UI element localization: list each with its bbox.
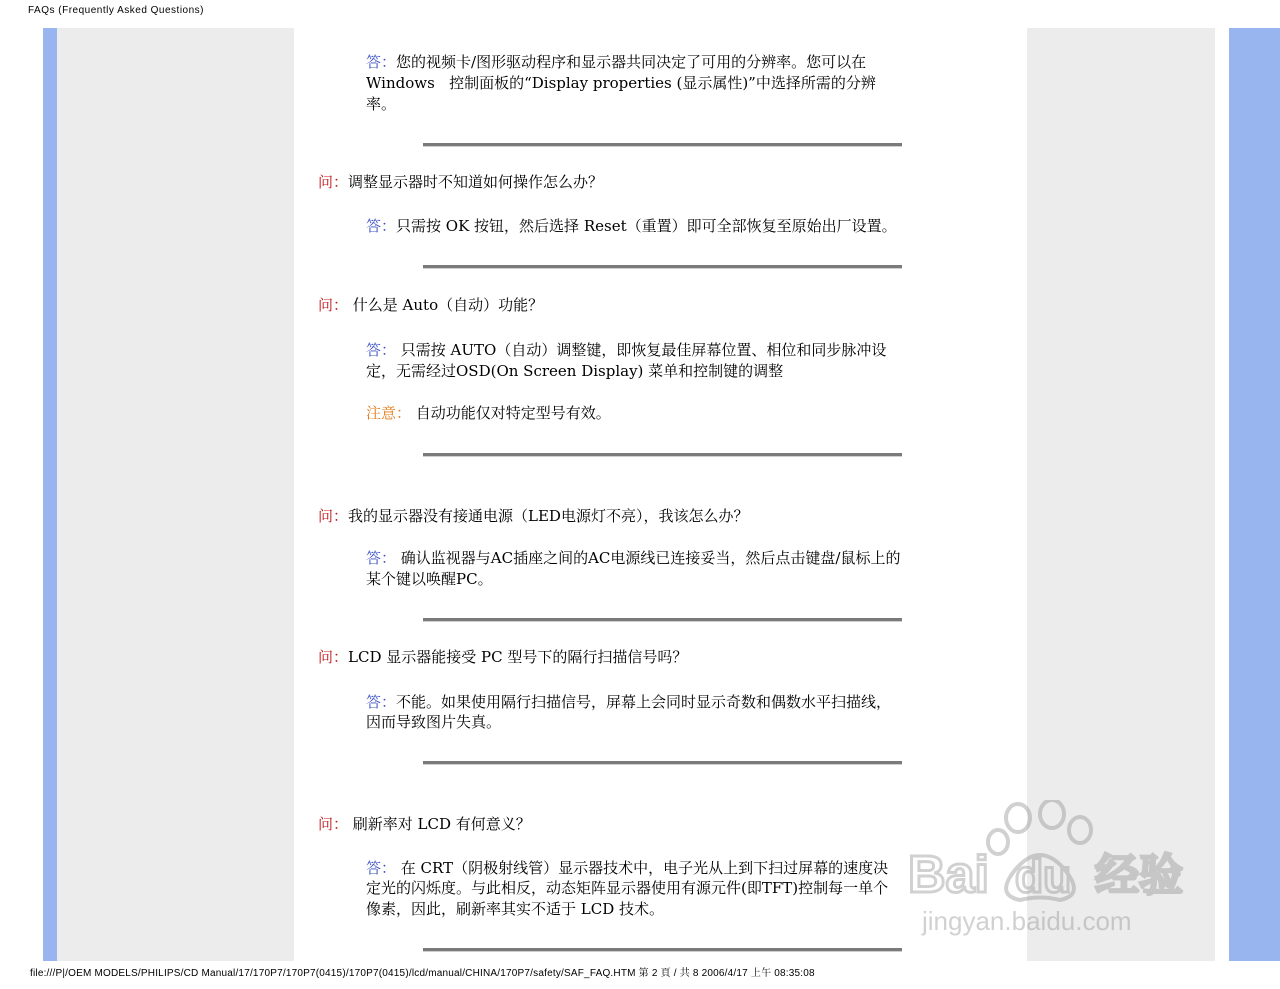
question-text: LCD 显示器能接受 PC 型号下的隔行扫描信号吗？ xyxy=(348,648,688,666)
note-2 xyxy=(366,403,611,423)
svg-text:Bai: Bai xyxy=(908,846,989,904)
question-text: 调整显示器时不知道如何操作怎么办？ xyxy=(348,173,604,191)
question-4 xyxy=(318,647,687,667)
answer-4-line-1 xyxy=(366,692,891,712)
answer-3-line-2: 某个键以唤醒PC。 xyxy=(366,570,493,588)
question-label: 问： xyxy=(318,507,349,525)
svg-text:经验: 经验 xyxy=(1095,850,1183,901)
answer-text: 您的视频卡/图形驱动程序和显示器共同决定了可用的分辨率。您可以在 xyxy=(396,53,867,71)
question-label: 问： xyxy=(318,648,349,666)
question-text: 什么是 Auto（自动）功能？ xyxy=(348,296,544,314)
answer-label: 答： xyxy=(366,341,397,359)
separator-rule xyxy=(423,453,902,457)
separator-rule xyxy=(423,618,902,622)
right-white-gap xyxy=(1215,28,1229,961)
print-footer: file:///P|/OEM MODELS/PHILIPS/CD Manual/17/170P7/170P7(0415)/170P7(0415)/lcd/manual/CHINA/170P7/safety/SAF_FAQ.HTM 第 2 頁 / 共 8 2006/4/17 上午 08:35:08 xyxy=(30,968,815,979)
svg-text:du: du xyxy=(1015,850,1072,902)
answer-4-line-2: 因而导致图片失真。 xyxy=(366,713,502,731)
note-label: 注意： xyxy=(366,404,412,422)
separator-rule xyxy=(423,143,902,147)
separator-rule xyxy=(423,761,902,765)
question-label: 问： xyxy=(318,815,349,833)
answer-label: 答： xyxy=(366,549,397,567)
print-header: FAQs (Frequently Asked Questions) xyxy=(28,5,205,16)
question-1 xyxy=(318,172,603,192)
question-3 xyxy=(318,506,748,526)
answer-label: 答： xyxy=(366,217,397,235)
left-grey-panel xyxy=(57,28,294,961)
question-5 xyxy=(318,814,531,834)
answer-2-line-2: 定，无需经过OSD(On Screen Display) 菜单和控制键的调整 xyxy=(366,362,784,380)
question-2 xyxy=(318,295,543,315)
answer-text: 确认监视器与AC插座之间的AC电源线已连接妥当，然后点击键盘/鼠标上的 xyxy=(396,549,901,567)
right-grey-panel xyxy=(1027,28,1215,961)
answer-0-line-2: Windows 控制面板的“Display properties (显示属性)”中选择所需的分辨 xyxy=(366,74,876,92)
answer-0-line-3: 率。 xyxy=(366,95,397,113)
question-text: 刷新率对 LCD 有何意义？ xyxy=(348,815,531,833)
answer-text: 只需按 OK 按钮，然后选择 Reset（重置）即可全部恢复至原始出厂设置。 xyxy=(396,217,897,235)
separator-rule xyxy=(423,265,902,269)
answer-text: 只需按 AUTO（自动）调整键，即恢复最佳屏幕位置、相位和同步脉冲设 xyxy=(396,341,887,359)
right-blue-bar xyxy=(1229,28,1280,961)
answer-0-line-1 xyxy=(366,52,866,72)
answer-3-line-1 xyxy=(366,548,900,568)
answer-5-line-3: 像素，因此，刷新率其实不适于 LCD 技术。 xyxy=(366,900,665,918)
question-label: 问： xyxy=(318,173,349,191)
answer-1 xyxy=(366,216,897,236)
answer-label: 答： xyxy=(366,693,397,711)
answer-2-line-1 xyxy=(366,340,886,360)
question-label: 问： xyxy=(318,296,349,314)
note-text: 自动功能仅对特定型号有效。 xyxy=(411,404,611,422)
answer-text: 在 CRT（阴极射线管）显示器技术中，电子光从上到下扫过屏幕的速度决 xyxy=(396,859,889,877)
answer-label: 答： xyxy=(366,859,397,877)
question-text: 我的显示器没有接通电源（LED电源灯不亮），我该怎么办？ xyxy=(348,507,749,525)
answer-5-line-2: 定光的闪烁度。与此相反，动态矩阵显示器使用有源元件(即TFT)控制每一单个 xyxy=(366,879,889,897)
left-blue-bar xyxy=(43,28,57,961)
answer-text: 不能。如果使用隔行扫描信号，屏幕上会同时显示奇数和偶数水平扫描线， xyxy=(396,693,892,711)
answer-5-line-1 xyxy=(366,858,888,878)
separator-rule xyxy=(423,948,902,952)
svg-text:jingyan.baidu.com: jingyan.baidu.com xyxy=(922,906,1132,936)
answer-label: 答： xyxy=(366,53,397,71)
